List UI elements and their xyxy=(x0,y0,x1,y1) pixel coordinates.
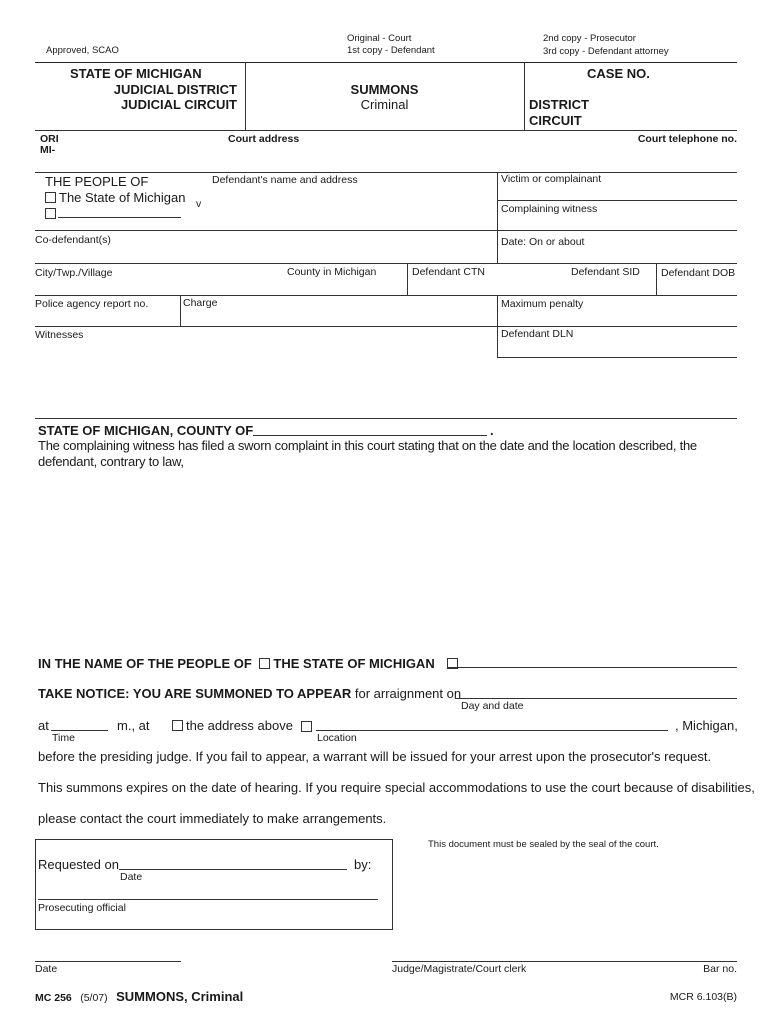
people-state-label: The State of Michigan xyxy=(59,190,186,205)
for-arraignment-label: for arraignment on xyxy=(354,686,462,701)
ctn-divider xyxy=(407,263,408,296)
charge-label: Charge xyxy=(183,297,218,309)
michigan-suffix: , Michigan, xyxy=(675,718,738,733)
m-at-label: m., at xyxy=(117,718,150,733)
take-notice-label: TAKE NOTICE: YOU ARE SUMMONED TO APPEAR xyxy=(38,686,352,701)
ori-label: ORI xyxy=(40,133,59,145)
bar-no-caption: Bar no. xyxy=(703,963,737,975)
court-rule: MCR 6.103(B) xyxy=(669,991,737,1003)
defendant-name-label: Defendant's name and address xyxy=(212,174,358,186)
dln-label: Defendant DLN xyxy=(501,328,574,340)
requested-date-caption: Date xyxy=(120,871,143,883)
location-input[interactable] xyxy=(316,730,668,731)
case-no-label: CASE NO. xyxy=(587,66,650,81)
summons-header xyxy=(38,656,461,671)
approved-scao: Approved, SCAO xyxy=(46,45,119,56)
header-rule xyxy=(35,62,737,63)
address-above-label: the address above xyxy=(186,718,293,733)
police-rule xyxy=(35,295,737,296)
copy-first: 1st copy - Defendant xyxy=(347,45,435,56)
people-of-label: THE PEOPLE OF xyxy=(45,174,149,189)
dob-divider xyxy=(656,263,657,296)
grid-top-rule xyxy=(35,172,737,173)
co-defendants-label: Co-defendant(s) xyxy=(35,234,111,246)
witness-rule xyxy=(35,326,737,327)
location-option[interactable] xyxy=(301,718,315,736)
location-caption: Location xyxy=(317,732,357,744)
contact-text: please contact the court immediately to make arrangements. xyxy=(38,811,387,826)
at-label: at xyxy=(38,718,49,733)
judge-signature-line[interactable] xyxy=(392,961,737,962)
form-subtitle: Criminal xyxy=(360,97,409,112)
statement-rule xyxy=(35,418,737,419)
people-other-line[interactable] xyxy=(58,217,181,218)
dob-label: Defendant DOB xyxy=(661,267,736,279)
judge-caption: Judge/Magistrate/Court clerk xyxy=(392,963,527,975)
title-divider-right xyxy=(524,62,525,130)
copy-third: 3rd copy - Defendant attorney xyxy=(543,46,669,57)
dln-rule xyxy=(497,357,737,358)
police-report-label: Police agency report no. xyxy=(35,298,149,310)
codefendant-rule xyxy=(35,230,737,231)
copy-second: 2nd copy - Prosecutor xyxy=(543,33,636,44)
case-circuit: CIRCUIT xyxy=(529,113,582,128)
people-state-option[interactable] xyxy=(45,190,185,205)
form-title: SUMMONS xyxy=(350,82,419,97)
arraignment-date-input[interactable] xyxy=(455,698,737,699)
county-line-input[interactable] xyxy=(253,435,487,436)
city-label: City/Twp./Village xyxy=(35,267,113,279)
case-district: DISTRICT xyxy=(529,97,589,112)
versus-label: v xyxy=(196,198,202,210)
date-on-or-about-label: Date: On or about xyxy=(501,236,585,248)
date-divider xyxy=(497,230,498,263)
mi-label: MI- xyxy=(40,144,56,156)
take-notice-line xyxy=(38,686,461,701)
seal-note: This document must be sealed by the seal of the court. xyxy=(428,839,659,850)
county-line-period: . xyxy=(490,423,494,438)
victim-label: Victim or complainant xyxy=(501,173,602,185)
statement-body: The complaining witness has filed a sworn complaint in this court stating that on the date and the location described, the defendant, contrary to law, xyxy=(38,438,697,469)
copy-original: Original - Court xyxy=(347,33,412,44)
location-checkbox[interactable] xyxy=(301,721,312,732)
city-rule xyxy=(35,263,737,264)
max-penalty-label: Maximum penalty xyxy=(501,298,584,310)
witnesses-label: Witnesses xyxy=(35,329,84,341)
judicial-district: JUDICIAL DISTRICT xyxy=(113,82,237,97)
requested-on-label: Requested on xyxy=(38,857,119,872)
county-label: County in Michigan xyxy=(287,266,377,278)
address-above-checkbox[interactable] xyxy=(172,720,183,731)
victim-rule xyxy=(497,200,737,201)
form-number: MC 256 xyxy=(35,992,72,1004)
court-address-label: Court address xyxy=(228,133,300,145)
state-of-michigan-checkbox[interactable] xyxy=(45,192,56,203)
sid-label: Defendant SID xyxy=(571,266,640,278)
bottom-date-line[interactable] xyxy=(35,961,181,962)
form-revision: (5/07) xyxy=(80,992,108,1004)
footer-title: SUMMONS, Criminal xyxy=(116,989,244,1004)
complaining-witness-label: Complaining witness xyxy=(501,203,598,215)
bottom-date-caption: Date xyxy=(35,963,58,975)
state-checkbox[interactable] xyxy=(259,658,270,669)
charge-divider xyxy=(180,295,181,327)
requested-date-input[interactable] xyxy=(119,869,347,870)
state-of-michigan: STATE OF MICHIGAN xyxy=(70,66,202,81)
before-judge-text: before the presiding judge. If you fail to appear, a warrant will be issued for your arrest upon the prosecutor's request. xyxy=(38,749,712,764)
judicial-circuit: JUDICIAL CIRCUIT xyxy=(120,97,237,112)
summons-other-line[interactable] xyxy=(447,667,737,668)
prosecutor-request-box xyxy=(35,839,393,930)
prosecuting-official-caption: Prosecuting official xyxy=(38,902,126,914)
county-line-label: STATE OF MICHIGAN, COUNTY OF xyxy=(38,423,254,438)
court-row-rule xyxy=(35,130,737,131)
time-input[interactable] xyxy=(51,730,108,731)
time-caption: Time xyxy=(52,732,75,744)
ctn-label: Defendant CTN xyxy=(412,266,485,278)
day-and-date-caption: Day and date xyxy=(461,700,524,712)
summons-state-label: THE STATE OF MICHIGAN xyxy=(273,656,435,671)
court-phone-label: Court telephone no. xyxy=(637,133,737,145)
by-label: by: xyxy=(354,857,372,872)
people-other-checkbox[interactable] xyxy=(45,208,56,219)
victim-divider xyxy=(497,172,498,236)
expires-text: This summons expires on the date of hearing. If you require special accommodations to use the court because of disabilities, xyxy=(38,780,755,795)
people-other-option[interactable] xyxy=(45,205,59,223)
address-above-option[interactable] xyxy=(172,718,293,733)
footer-left xyxy=(35,988,243,1006)
prosecuting-official-line[interactable] xyxy=(38,899,378,900)
name-of-people-label: IN THE NAME OF THE PEOPLE OF xyxy=(38,656,252,671)
